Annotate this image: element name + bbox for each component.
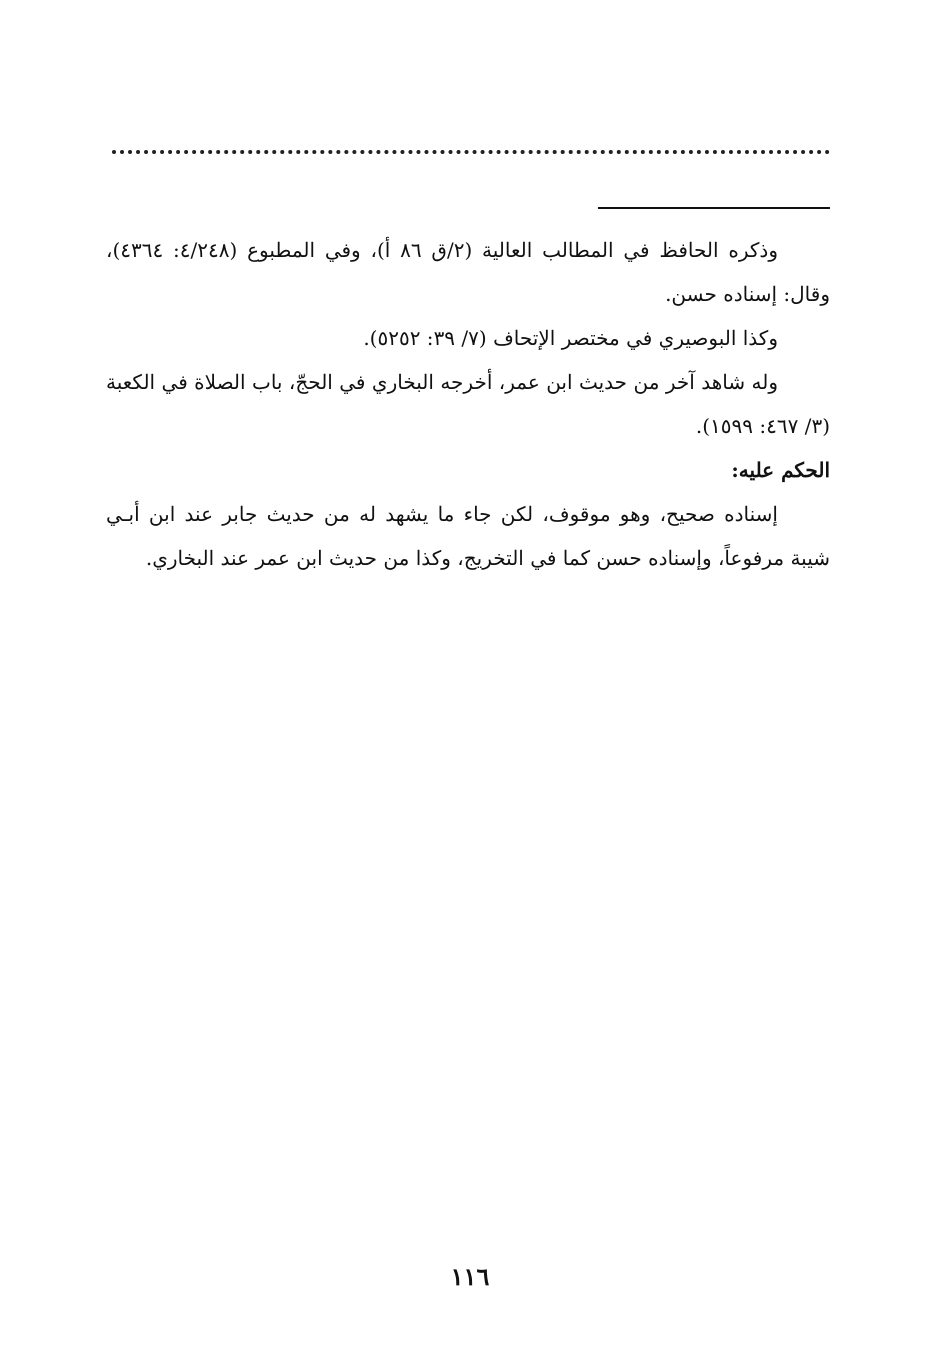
footnote-paragraph-1: وذكره الحافظ في المطالب العالية (٢/ق ٨٦ أ)، وفي المطبوع (٤/٢٤٨: ٤٣٦٤)، وقال: إسناده حسن. <box>106 238 830 306</box>
ruling-paragraph: إسناده صحيح، وهو موقوف، لكن جاء ما يشهد له من حديث جابر عند ابن أبـي شيبة مرفوعاً، وإسناده حسن كما في التخريج، وكذا من حديث ابن عمر عند البخاري. <box>106 502 830 570</box>
ruling-heading: الحكم عليه: <box>731 458 830 482</box>
dotted-separator <box>112 150 830 154</box>
footnote-separator-line <box>598 207 830 209</box>
body-text <box>106 228 830 580</box>
footnote-paragraph-3: وله شاهد آخر من حديث ابن عمر، أخرجه البخاري في الحجّ، باب الصلاة في الكعبة (٣/ ٤٦٧: ١٥٩٩). <box>106 370 830 438</box>
page-number: ١١٦ <box>450 1262 490 1291</box>
footnote-paragraph-2: وكذا البوصيري في مختصر الإتحاف (٧/ ٣٩: ٥٢٥٢). <box>363 326 778 350</box>
